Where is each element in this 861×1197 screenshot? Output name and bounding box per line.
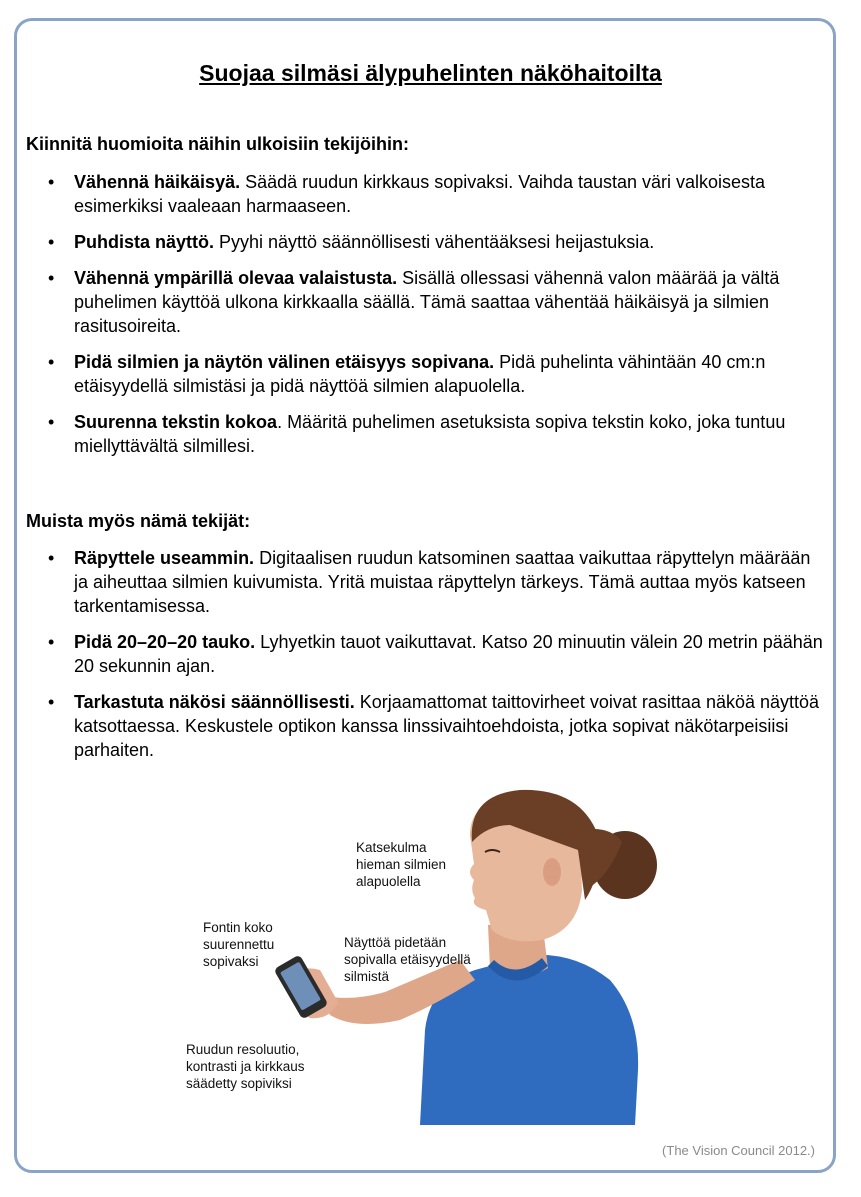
- external-factors-list: [48, 170, 828, 470]
- callout-viewing-angle: Katsekulma hieman silmien alapuolella: [356, 840, 447, 889]
- list-item: • Vähennä ympärillä olevaa valaistusta. Sisällä ollessasi vähennä valon määrää ja vältä puhelimen käyttöä ulkona kirkkaalla säällä. Tämä saattaa vähentää häikäisyä ja silmien rasitusoireita.: [48, 268, 780, 336]
- bullet-icon: •: [48, 632, 55, 652]
- list-item: • Pidä silmien ja näytön välinen etäisyys sopivana. Pidä puhelinta vähintään 40 cm:n etäisyydellä silmistäsi ja pidä näyttöä silmien alapuolella.: [48, 352, 766, 396]
- callout-screen-settings: Ruudun resoluutio, kontrasti ja kirkkaus säädetty sopiviksi: [186, 1042, 305, 1091]
- page-title: Suojaa silmäsi älypuhelinten näköhaitoilta: [199, 60, 662, 86]
- bullet-icon: •: [48, 412, 55, 432]
- list-item: • Suurenna tekstin kokoa. Määritä puhelimen asetuksista sopiva tekstin koko, joka tuntuu miellyttävältä silmillesi.: [48, 412, 786, 456]
- section-heading-external: Kiinnitä huomioita näihin ulkoisiin tekijöihin:: [26, 134, 410, 154]
- list-item: • Pidä 20–20–20 tauko. Lyhyetkin tauot vaikuttavat. Katso 20 minuutin välein 20 metrin päähän 20 sekunnin ajan.: [48, 632, 823, 676]
- callout-viewing-distance: Näyttöä pidetään sopivalla etäisyydellä silmistä: [344, 935, 471, 984]
- list-item: • Vähennä häikäisyä. Säädä ruudun kirkkaus sopivaksi. Vaihda taustan väri valkoisesta esimerkiksi vaaleaan harmaaseen.: [48, 172, 766, 216]
- bullet-icon: •: [48, 172, 55, 192]
- source-credit: (The Vision Council 2012.): [662, 1143, 815, 1158]
- callout-font-size: Fontin koko suurennettu sopivaksi: [203, 920, 275, 969]
- section-heading-other: Muista myös nämä tekijät:: [26, 511, 251, 531]
- bullet-icon: •: [48, 692, 55, 712]
- list-item: • Puhdista näyttö. Pyyhi näyttö säännöllisesti vähentääksesi heijastuksia.: [48, 232, 655, 252]
- other-factors-list: [48, 546, 828, 774]
- bullet-icon: •: [48, 548, 55, 568]
- list-item: • Räpyttele useammin. Digitaalisen ruudun katsominen saattaa vaikuttaa räpyttelyn määrään ja aiheuttaa silmien kuivumista. Yritä muistaa räpyttelyn tärkeys. Tämä auttaa myös katseen tarkentamisessa.: [48, 548, 811, 616]
- bullet-icon: •: [48, 352, 55, 372]
- bullet-icon: •: [48, 232, 55, 252]
- list-item: • Tarkastuta näkösi säännöllisesti. Korjaamattomat taittovirheet voivat rasittaa näköä näyttöä katsottaessa. Keskustele optikon kanssa linssivaihtoehdoista, jotka sopivat näkötarpeisiisi parhaiten.: [48, 692, 820, 760]
- bullet-icon: •: [48, 268, 55, 288]
